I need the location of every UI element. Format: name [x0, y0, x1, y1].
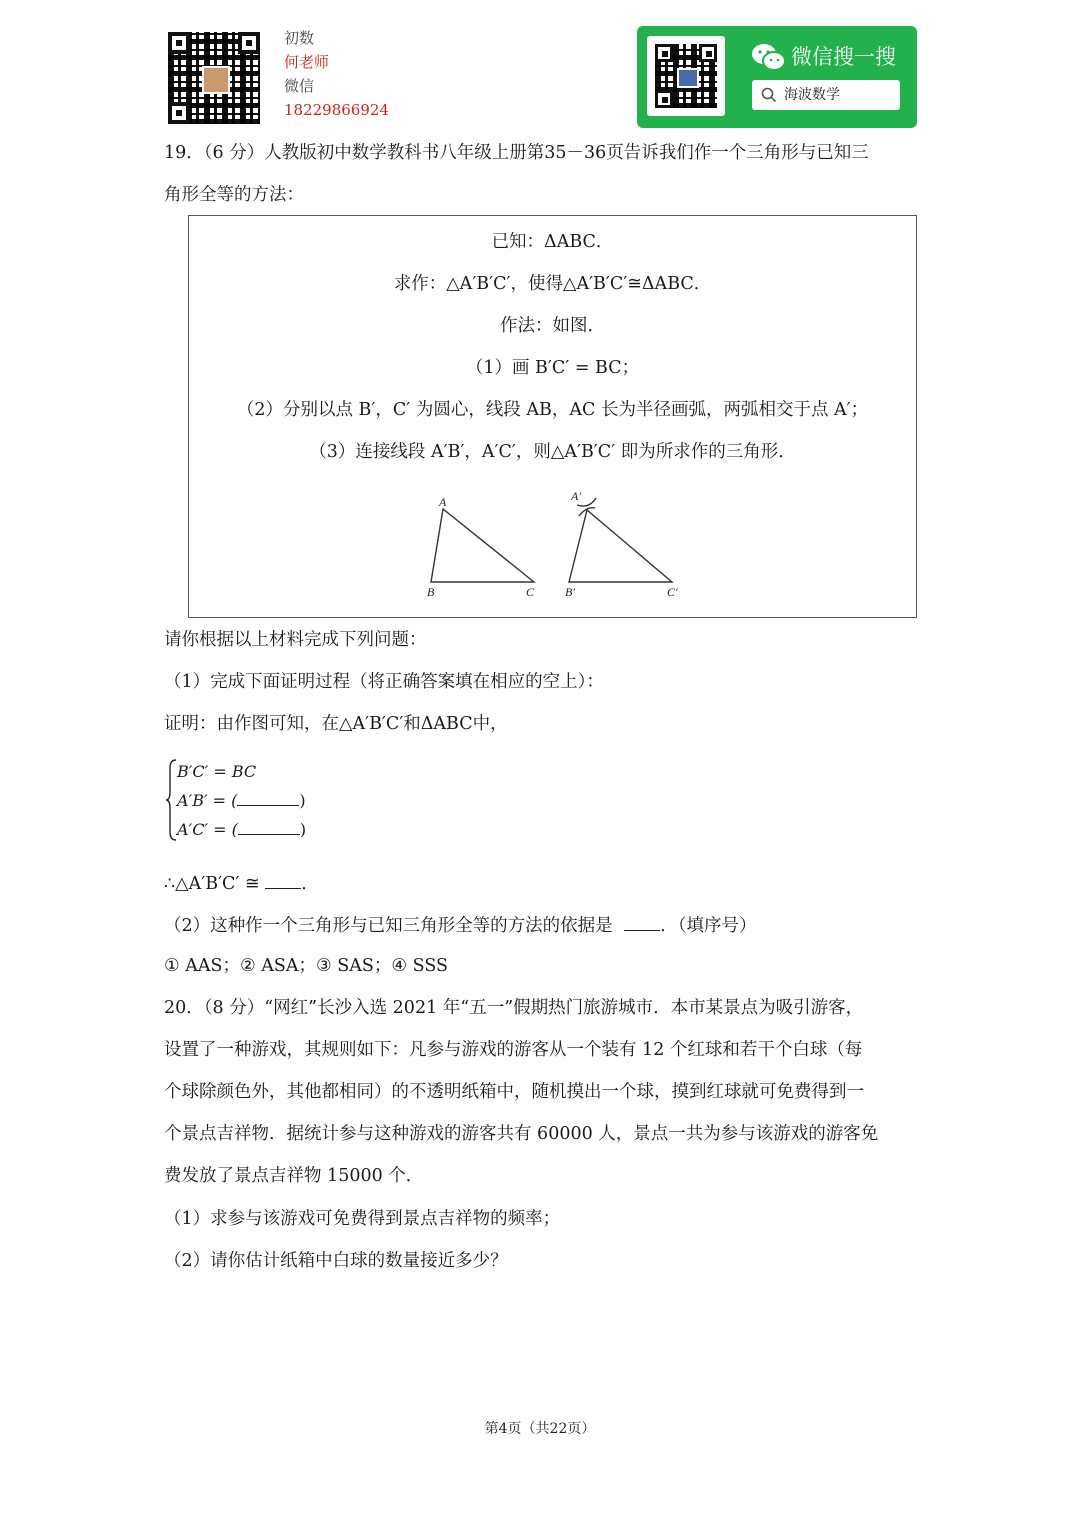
conclusion-text: ∴△A′B′C′ ≅ — [164, 874, 260, 894]
teacher-line-3: 微信 — [284, 77, 315, 95]
part-2-text: （2）这种作一个三角形与已知三角形全等的方法的依据是 — [164, 916, 613, 936]
q19-part-2 — [164, 912, 756, 938]
system-eq-2-close: ) — [299, 791, 306, 810]
q19-intro-1: 19．（6 分）人教版初中数学教科书八年级上册第35－36页告诉我们作一个三角形与已知三 — [164, 143, 869, 163]
search-box[interactable] — [752, 80, 900, 110]
search-icon — [761, 87, 777, 103]
box-step-3: （3）连接线段 A′B′，A′C′，则△A′B′C′ 即为所求作的三角形． — [309, 442, 796, 462]
q19-part-1: （1）完成下面证明过程（将正确答案填在相应的空上）： — [164, 672, 604, 692]
box-method: 作法：如图． — [500, 316, 605, 336]
teacher-info — [284, 26, 389, 122]
wechat-title: 微信搜一搜 — [791, 45, 896, 69]
construction-box — [188, 215, 917, 618]
system-eq-2-lhs: A′B′ = ( — [177, 791, 238, 810]
qr-code-icon — [168, 32, 260, 124]
label-b-prime: B′ — [565, 585, 575, 599]
q20-line-1: 20．（8 分）“网红”长沙入选 2021 年“五一”假期热门旅游城市．本市某景点为吸引游客， — [164, 998, 864, 1018]
label-a: A — [439, 495, 447, 509]
qr-code-icon — [655, 44, 717, 108]
label-b: B — [427, 585, 435, 599]
triangle-a-prime — [569, 498, 672, 582]
box-step-2: （2）分别以点 B′，C′ 为圆心，线段 AB，AC 长为半径画弧，两弧相交于点 A′； — [236, 400, 869, 420]
part-2-tail: ．（填序号） — [660, 916, 757, 936]
label-a-prime: A′ — [571, 489, 581, 503]
search-text: 海波数学 — [784, 87, 840, 103]
q20-line-3: 个球除颜色外，其他都相同）的不透明纸箱中，随机摸出一个球，摸到红球就可免费得到一 — [164, 1082, 864, 1102]
answer-blank-3[interactable] — [265, 870, 301, 889]
conclusion-period: ． — [301, 874, 319, 894]
q20-line-5: 费发放了景点吉祥物 15000 个． — [164, 1166, 424, 1186]
box-step-1: （1）画 B′C′ = BC； — [465, 358, 640, 378]
box-find: 求作：△A′B′C′，使得△A′B′C′≅ΔABC． — [393, 274, 712, 294]
box-known: 已知：ΔABC． — [491, 232, 614, 252]
q20-part-1: （1）求参与该游戏可免费得到景点吉祥物的频率； — [164, 1209, 561, 1229]
triangle-abc — [431, 509, 534, 582]
q20-line-4: 个景点吉祥物．据统计参与这种游戏的游客共有 60000 人，景点一共为参与该游戏的游客免 — [164, 1124, 879, 1144]
teacher-line-2: 何老师 — [284, 53, 330, 71]
page-number: 第4页（共22页） — [484, 1421, 596, 1437]
system-eq-1: B′C′ = BC — [177, 762, 257, 781]
triangle-figures — [419, 486, 689, 611]
q19-proof: 证明：由作图可知，在△A′B′C′和ΔABC中， — [164, 714, 508, 734]
q20-line-2: 设置了一种游戏，其规则如下：凡参与游戏的游客从一个装有 12 个红球和若干个白球（每 — [164, 1040, 863, 1060]
q19-conclusion — [164, 870, 319, 896]
q20-part-2: （2）请你估计纸箱中白球的数量接近多少？ — [164, 1251, 508, 1271]
answer-blank-4[interactable] — [624, 912, 660, 931]
wechat-search-card[interactable] — [637, 26, 917, 128]
q19-options: ① AAS；② ASA；③ SAS；④ SSS — [164, 956, 448, 976]
label-c: C — [526, 585, 535, 599]
q19-ask: 请你根据以上材料完成下列问题： — [164, 630, 427, 650]
label-c-prime: C′ — [667, 585, 678, 599]
wechat-icon — [751, 42, 787, 72]
teacher-line-1: 初数 — [284, 29, 315, 47]
system-brace — [164, 758, 178, 842]
q19-intro-2: 角形全等的方法： — [164, 185, 304, 205]
answer-blank-1[interactable] — [237, 789, 299, 806]
system-eq-3 — [177, 818, 306, 842]
answer-blank-2[interactable] — [238, 818, 300, 835]
teacher-line-4: 18229866924 — [284, 101, 389, 119]
system-eq-3-close: ) — [299, 820, 307, 839]
system-eq-2 — [177, 789, 306, 813]
system-eq-3-lhs: A′C′ = ( — [177, 820, 238, 839]
